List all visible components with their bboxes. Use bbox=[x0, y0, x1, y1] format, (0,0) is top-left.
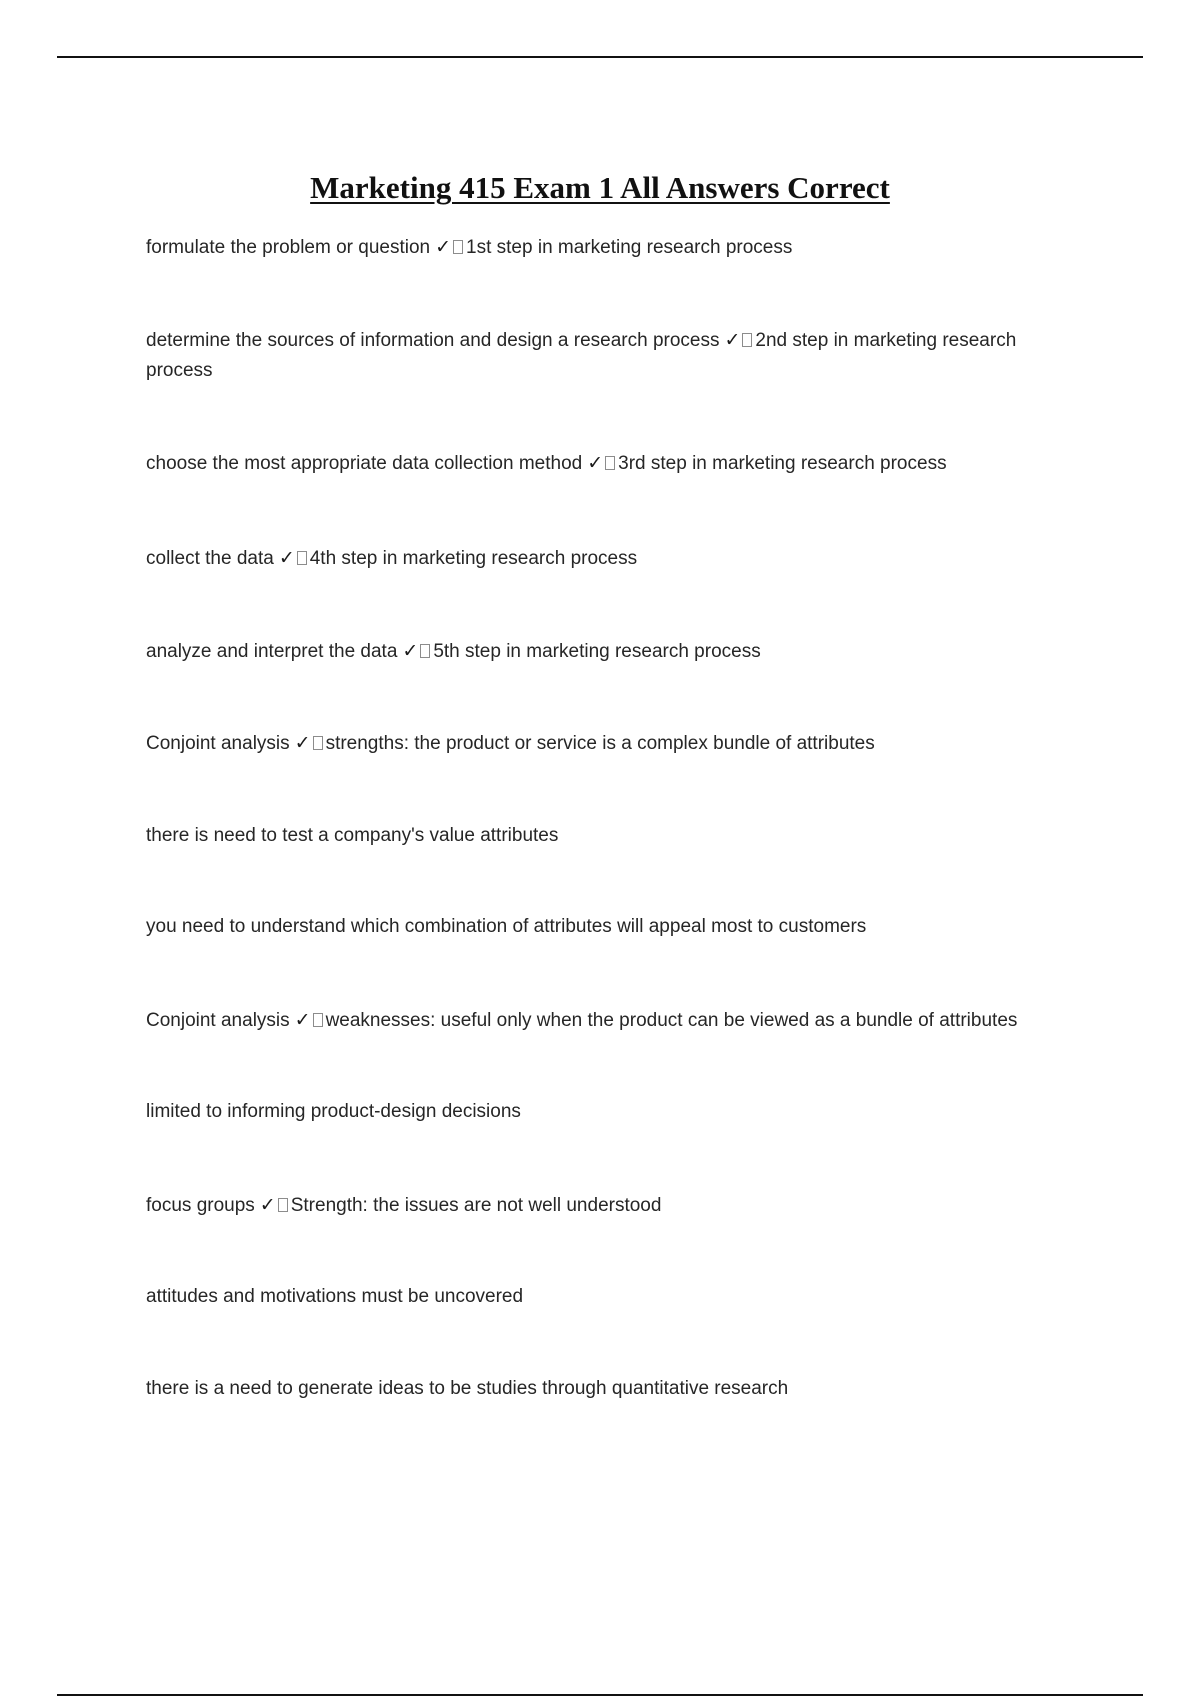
text-line: there is a need to generate ideas to be studies through quantitative research bbox=[146, 1378, 789, 1399]
qa-entry bbox=[146, 232, 1086, 263]
entry-term: focus groups bbox=[146, 1195, 255, 1216]
check-icon: ✓ bbox=[402, 640, 419, 662]
check-icon: ✓ bbox=[724, 329, 741, 351]
placeholder-box-icon bbox=[742, 333, 752, 347]
placeholder-box-icon bbox=[278, 1198, 288, 1212]
entry-answer: 3rd step in marketing research process bbox=[618, 453, 947, 474]
entry-term: determine the sources of information and design a research process bbox=[146, 330, 720, 351]
header-rule bbox=[57, 56, 1143, 58]
text-line: limited to informing product-design decisions bbox=[146, 1101, 521, 1122]
entry-term: Conjoint analysis bbox=[146, 1010, 290, 1031]
entry-answer: weaknesses: useful only when the product can be viewed as a bundle of attributes bbox=[325, 1010, 1018, 1031]
placeholder-box-icon bbox=[605, 456, 615, 470]
check-icon: ✓ bbox=[294, 732, 311, 754]
qa-entry bbox=[146, 1190, 1086, 1221]
text-line: attitudes and motivations must be uncovered bbox=[146, 1286, 524, 1307]
qa-entry bbox=[146, 543, 1086, 574]
entry-term: choose the most appropriate data collection method bbox=[146, 453, 583, 474]
footer-rule bbox=[57, 1694, 1143, 1696]
placeholder-box-icon bbox=[313, 1013, 323, 1027]
qa-entry bbox=[146, 728, 1086, 759]
qa-entry bbox=[146, 325, 1086, 386]
entry-answer: 4th step in marketing research process bbox=[309, 548, 638, 569]
check-icon: ✓ bbox=[259, 1194, 276, 1216]
check-icon: ✓ bbox=[587, 452, 604, 474]
placeholder-box-icon bbox=[420, 644, 430, 658]
check-icon: ✓ bbox=[435, 236, 452, 258]
text-line: you need to understand which combination of attributes will appeal most to customers bbox=[146, 916, 867, 937]
qa-entry bbox=[146, 636, 1086, 667]
entry-term: analyze and interpret the data bbox=[146, 641, 398, 662]
entry-answer: Strength: the issues are not well understood bbox=[290, 1195, 662, 1216]
qa-entry bbox=[146, 448, 1086, 479]
text-line: there is need to test a company's value attributes bbox=[146, 825, 559, 846]
entry-answer: 2nd step in marketing research process bbox=[146, 330, 1017, 381]
entry-answer: 1st step in marketing research process bbox=[466, 237, 793, 258]
entry-term: formulate the problem or question bbox=[146, 237, 431, 258]
check-icon: ✓ bbox=[278, 547, 295, 569]
entry-answer: 5th step in marketing research process bbox=[433, 641, 761, 662]
check-icon: ✓ bbox=[294, 1009, 311, 1031]
placeholder-box-icon bbox=[453, 240, 463, 254]
placeholder-box-icon bbox=[297, 551, 307, 565]
placeholder-box-icon bbox=[313, 736, 323, 750]
qa-entry bbox=[146, 1005, 1086, 1036]
entry-answer: strengths: the product or service is a complex bundle of attributes bbox=[325, 733, 875, 754]
document-title: Marketing 415 Exam 1 All Answers Correct bbox=[310, 170, 890, 205]
entry-term: collect the data bbox=[146, 548, 274, 569]
entry-term: Conjoint analysis bbox=[146, 733, 290, 754]
